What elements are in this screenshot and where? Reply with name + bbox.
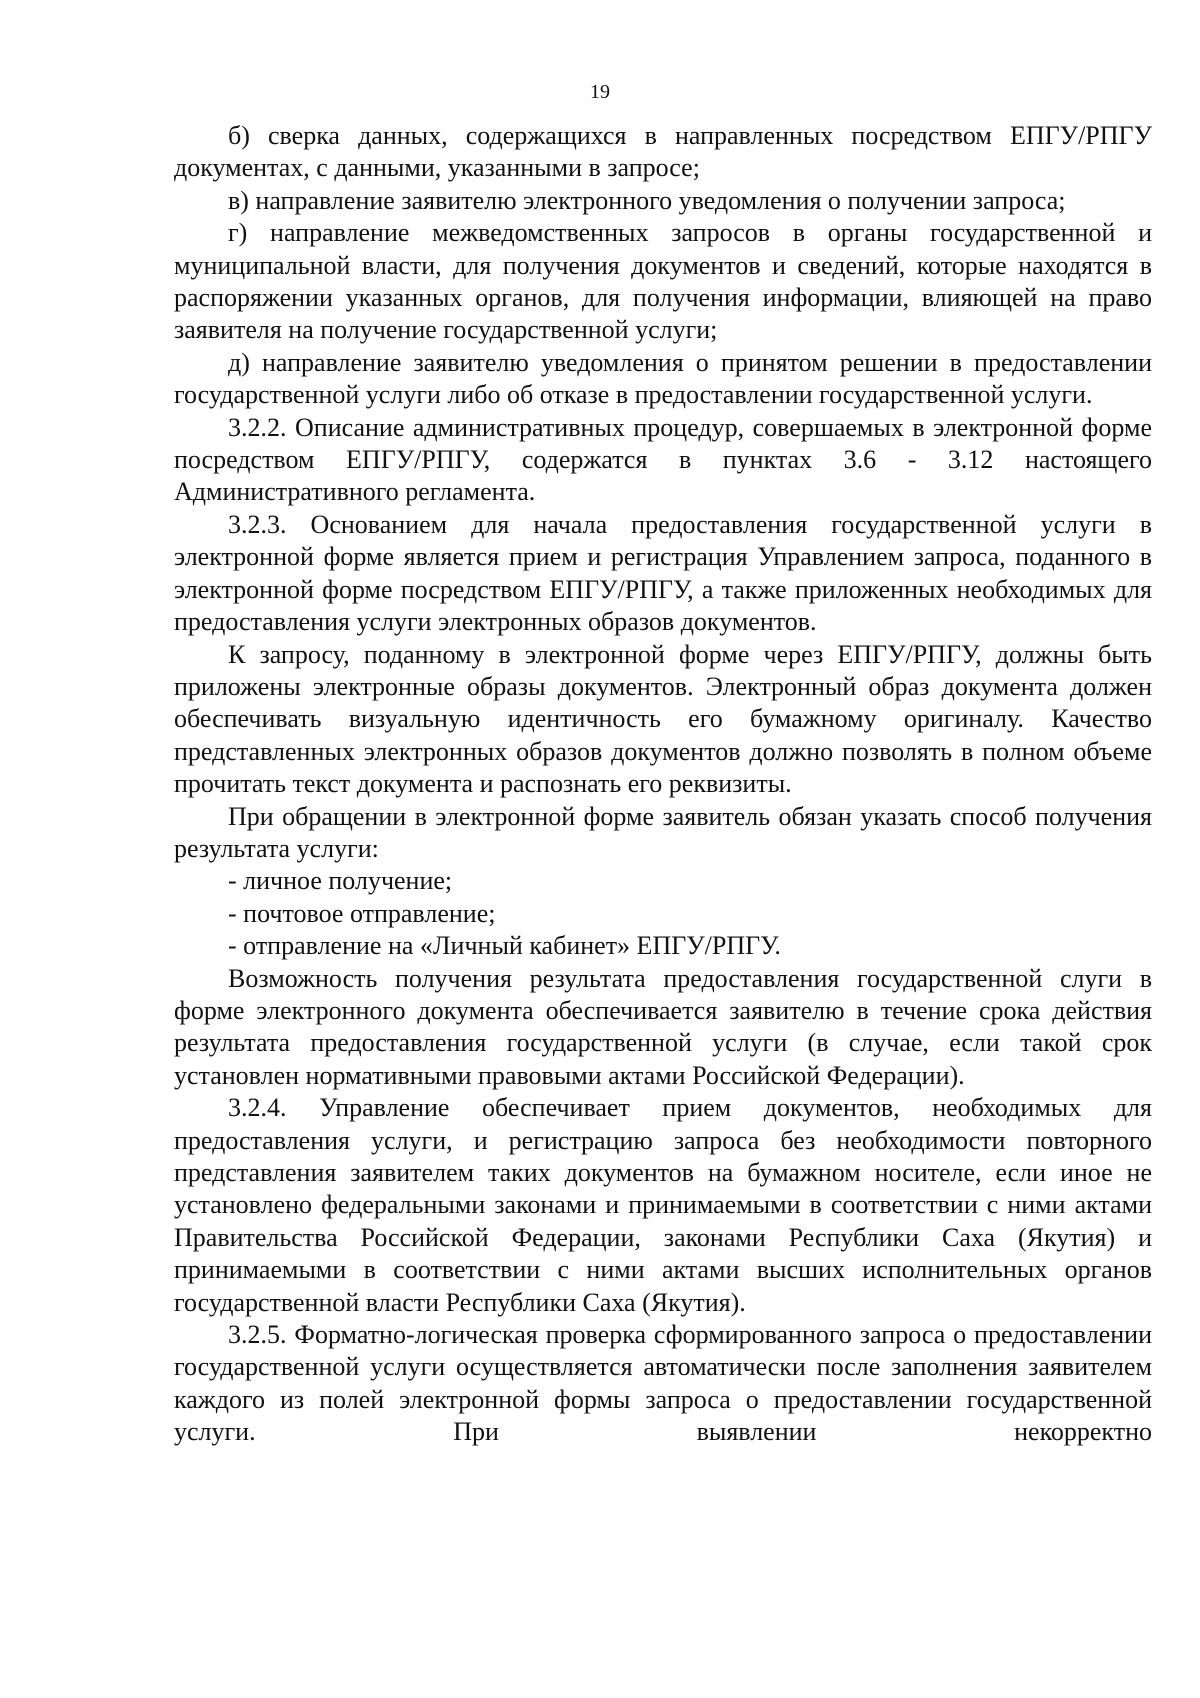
paragraph-item-b: б) сверка данных, содержащихся в направленных посредством ЕПГУ/РПГУ документах, с данными, указанными в запросе; — [174, 121, 1152, 183]
paragraph-electronic-result: Возможность получения результата предоставления государственной слуги в форме электронного документа обеспечивается заявителю в течение срока действия результата предоставления государственной услуги (в случае, если такой срок установлен нормативными правовыми актами Российской Федерации). — [174, 963, 1152, 1090]
paragraph-item-d: д) направление заявителю уведомления о принятом решении в предоставлении государственной услуги либо об отказе в предоставлении государственной услуги. — [174, 347, 1152, 410]
paragraph-electronic-images: К запросу, поданному в электронной форме через ЕПГУ/РПГУ, должны быть приложены электронные образы документов. Электронный образ документа должен обеспечивать визуальную идентичность его бумажному оригиналу. Качество представленных электронных образов документов должно позволять в полном объеме прочитать текст документа и распознать его реквизиты. — [174, 639, 1152, 799]
list-item-postal: - почтовое отправление; — [228, 898, 496, 928]
paragraph-3-2-5: 3.2.5. Форматно-логическая проверка сформированного запроса о предоставлении государственной услуги осуществляется автоматически после заполнения заявителем каждого из полей электронной формы запроса о предоставлении государственной услуги. При выявлении некорректно — [174, 1320, 1152, 1447]
paragraph-item-g: г) направление межведомственных запросов в органы государственной и муниципальной власти, для получения документов и сведений, которые находятся в распоряжении указанных органов, для получения информации, влияющей на право заявителя на получение государственной услуги; — [174, 218, 1152, 345]
paragraph-result-method: При обращении в электронной форме заявитель обязан указать способ получения результата услуги: — [174, 801, 1152, 863]
page-number: 19 — [590, 81, 610, 103]
list-item-cabinet: - отправление на «Личный кабинет» ЕПГУ/РПГУ. — [228, 931, 781, 961]
paragraph-3-2-4: 3.2.4. Управление обеспечивает прием документов, необходимых для предоставления услуги, и регистрацию запроса без необходимости повторного представления заявителем таких документов на бумажном носителе, если иное не установлено федеральными законами и принимаемыми в соответствии с ними актами Правительства Российской Федерации, законами Республики Саха (Якутия) и принимаемыми в соответствии с ними актами высших исполнительных органов государственной власти Республики Саха (Якутия). — [174, 1093, 1152, 1317]
list-item-personal: - личное получение; — [228, 866, 453, 896]
document-body — [174, 120, 1152, 1449]
paragraph-item-v: в) направление заявителю электронного уведомления о получении запроса; — [228, 185, 1066, 215]
paragraph-3-2-2: 3.2.2. Описание административных процедур, совершаемых в электронной форме посредством ЕПГУ/РПГУ, содержатся в пунктах 3.6 - 3.12 настоящего Административного регламента. — [174, 412, 1152, 507]
paragraph-3-2-3: 3.2.3. Основанием для начала предоставления государственной услуги в электронной форме является прием и регистрация Управлением запроса, поданного в электронной форме посредством ЕПГУ/РПГУ, а также приложенных необходимых для предоставления услуги электронных образов документов. — [174, 509, 1152, 637]
